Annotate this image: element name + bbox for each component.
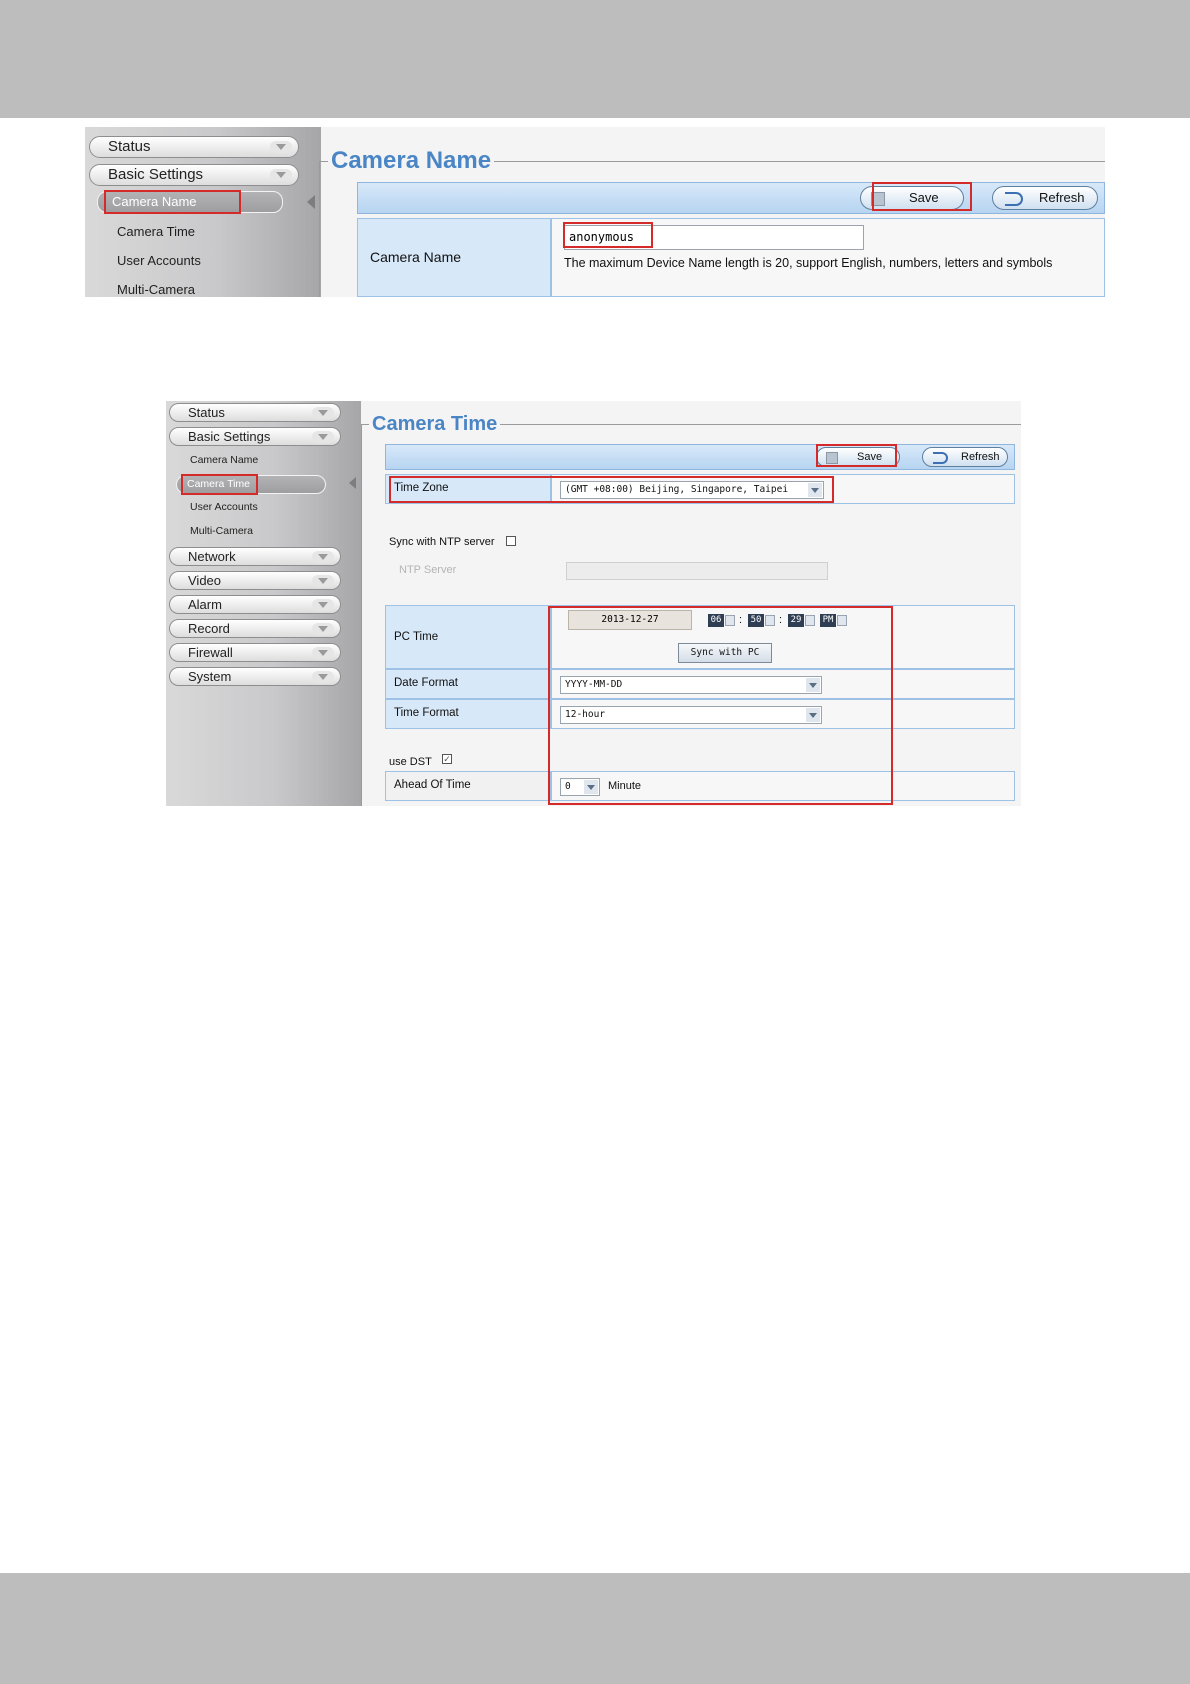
sidebar-item-label: Camera Time	[187, 478, 251, 490]
menu-video-label: Video	[188, 573, 222, 588]
ahead-of-time-value: 0	[565, 781, 571, 792]
refresh-button[interactable]	[922, 447, 1008, 467]
chevron-down-icon[interactable]	[765, 615, 775, 626]
date-format-label: Date Format	[394, 677, 458, 689]
page-header-band	[0, 0, 1190, 118]
menu-firewall[interactable]	[169, 643, 341, 662]
chevron-down-icon	[270, 169, 292, 181]
hour-value: 06	[710, 615, 722, 625]
pc-date-field[interactable]	[568, 610, 692, 630]
active-pointer-icon	[349, 477, 356, 489]
time-colon: :	[779, 614, 783, 626]
menu-network[interactable]	[169, 547, 341, 566]
camera-name-screenshot	[85, 127, 1105, 297]
chevron-down-icon	[312, 671, 334, 683]
sidebar-item-camera-time[interactable]	[176, 475, 326, 494]
hour-spinner[interactable]	[708, 614, 724, 627]
camera-name-value-cell	[551, 218, 1105, 297]
minute-spinner[interactable]	[748, 614, 764, 627]
date-format-label-cell	[385, 669, 551, 699]
menu-video[interactable]	[169, 571, 341, 590]
sync-with-pc-button[interactable]	[678, 643, 772, 663]
chevron-down-icon	[584, 780, 598, 794]
sidebar	[85, 127, 321, 297]
save-button[interactable]	[860, 186, 964, 210]
sidebar	[166, 401, 361, 806]
refresh-button[interactable]	[992, 186, 1098, 210]
menu-record-label: Record	[188, 621, 230, 636]
time-zone-label: Time Zone	[394, 482, 449, 494]
toolbar	[385, 444, 1015, 470]
camera-name-input-value: anonymous	[569, 230, 635, 244]
chevron-down-icon	[312, 431, 334, 443]
menu-basic-settings[interactable]	[89, 164, 299, 186]
time-colon: :	[739, 614, 743, 626]
second-spinner[interactable]	[788, 614, 804, 627]
chevron-down-icon	[312, 647, 334, 659]
chevron-down-icon	[806, 678, 820, 692]
chevron-down-icon	[808, 483, 822, 497]
menu-system[interactable]	[169, 667, 341, 686]
active-pointer-icon	[307, 195, 315, 209]
menu-basic-settings-label: Basic Settings	[188, 429, 271, 444]
time-zone-select-value: (GMT +08:00) Beijing, Singapore, Taipei	[565, 484, 789, 495]
chevron-down-icon[interactable]	[725, 615, 735, 626]
save-icon	[871, 192, 885, 206]
page-footer-band	[0, 1573, 1190, 1684]
menu-status-label: Status	[188, 405, 225, 420]
menu-status-label: Status	[108, 138, 151, 155]
page-title: Camera Time	[369, 413, 500, 436]
date-format-select-value: YYYY-MM-DD	[565, 679, 623, 690]
ahead-of-time-label: Ahead Of Time	[394, 779, 471, 791]
ahead-of-time-unit: Minute	[608, 780, 642, 792]
refresh-icon	[1005, 192, 1023, 206]
refresh-icon	[933, 452, 948, 464]
sidebar-item-label: Camera Name	[112, 194, 197, 209]
save-button-label: Save	[909, 190, 939, 205]
ntp-server-select	[566, 562, 828, 580]
use-dst-checkbox[interactable]: ✓	[443, 754, 451, 764]
sidebar-item-multi-camera[interactable]: Multi-Camera	[190, 525, 254, 537]
refresh-button-label: Refresh	[961, 451, 1000, 463]
minute-value: 50	[750, 615, 762, 625]
menu-system-label: System	[188, 669, 232, 684]
chevron-down-icon	[312, 407, 334, 419]
camera-time-screenshot	[166, 401, 1021, 806]
chevron-down-icon	[312, 575, 334, 587]
ampm-spinner[interactable]	[820, 614, 836, 627]
save-button-label: Save	[857, 451, 883, 463]
save-button[interactable]	[816, 447, 900, 467]
sync-with-pc-label: Sync with PC	[690, 647, 760, 658]
camera-name-hint: The maximum Device Name length is 20, support English, numbers, letters and symbols	[564, 256, 1053, 270]
refresh-button-label: Refresh	[1039, 190, 1085, 205]
menu-alarm-label: Alarm	[188, 597, 222, 612]
time-format-select-value: 12-hour	[565, 709, 606, 720]
chevron-down-icon	[312, 551, 334, 563]
chevron-down-icon	[312, 599, 334, 611]
ntp-server-label: NTP Server	[399, 564, 457, 576]
menu-status[interactable]	[89, 136, 299, 158]
menu-basic-settings[interactable]	[169, 427, 341, 446]
chevron-down-icon	[270, 141, 292, 153]
toolbar	[357, 182, 1105, 214]
camera-name-label: Camera Name	[370, 249, 462, 265]
time-zone-select[interactable]	[560, 481, 824, 499]
sidebar-item-user-accounts[interactable]: User Accounts	[117, 253, 201, 268]
menu-record[interactable]	[169, 619, 341, 638]
pc-time-label: PC Time	[394, 631, 439, 643]
use-dst-label: use DST	[389, 756, 432, 768]
menu-firewall-label: Firewall	[188, 645, 233, 660]
ahead-of-time-select[interactable]	[560, 778, 600, 796]
ahead-of-time-value-cell	[551, 771, 1015, 801]
time-format-label-cell	[385, 699, 551, 729]
sidebar-item-camera-name[interactable]: Camera Name	[190, 454, 259, 466]
pc-date-value: 2013-12-27	[601, 614, 659, 625]
ampm-value: PM	[822, 615, 834, 625]
pc-time-value-cell	[551, 605, 1015, 669]
second-value: 29	[790, 615, 802, 625]
camera-name-label-cell	[357, 218, 551, 297]
date-format-value-cell	[551, 669, 1015, 699]
time-zone-value-cell	[551, 474, 1015, 504]
camera-name-input[interactable]	[564, 225, 864, 250]
chevron-down-icon[interactable]	[837, 615, 847, 626]
time-format-value-cell	[551, 699, 1015, 729]
sidebar-item-camera-name[interactable]	[97, 191, 283, 213]
date-format-select[interactable]	[560, 676, 822, 694]
save-icon	[826, 452, 838, 464]
sync-ntp-checkbox[interactable]	[506, 536, 516, 546]
menu-alarm[interactable]	[169, 595, 341, 614]
menu-status[interactable]	[169, 403, 341, 422]
chevron-down-icon[interactable]	[805, 615, 815, 626]
time-format-label: Time Format	[394, 707, 459, 719]
time-format-select[interactable]	[560, 706, 822, 724]
sync-ntp-label: Sync with NTP server	[389, 536, 495, 548]
sidebar-item-user-accounts[interactable]: User Accounts	[190, 501, 258, 513]
sidebar-item-camera-time[interactable]: Camera Time	[117, 224, 196, 239]
pc-time-label-cell	[385, 605, 551, 669]
menu-basic-settings-label: Basic Settings	[108, 166, 204, 183]
chevron-down-icon	[312, 623, 334, 635]
chevron-down-icon	[806, 708, 820, 722]
sidebar-item-multi-camera[interactable]: Multi-Camera	[117, 282, 196, 297]
page-title: Camera Name	[328, 147, 494, 175]
menu-network-label: Network	[188, 549, 236, 564]
time-zone-label-cell	[385, 474, 551, 504]
ahead-of-time-label-cell	[385, 771, 551, 801]
